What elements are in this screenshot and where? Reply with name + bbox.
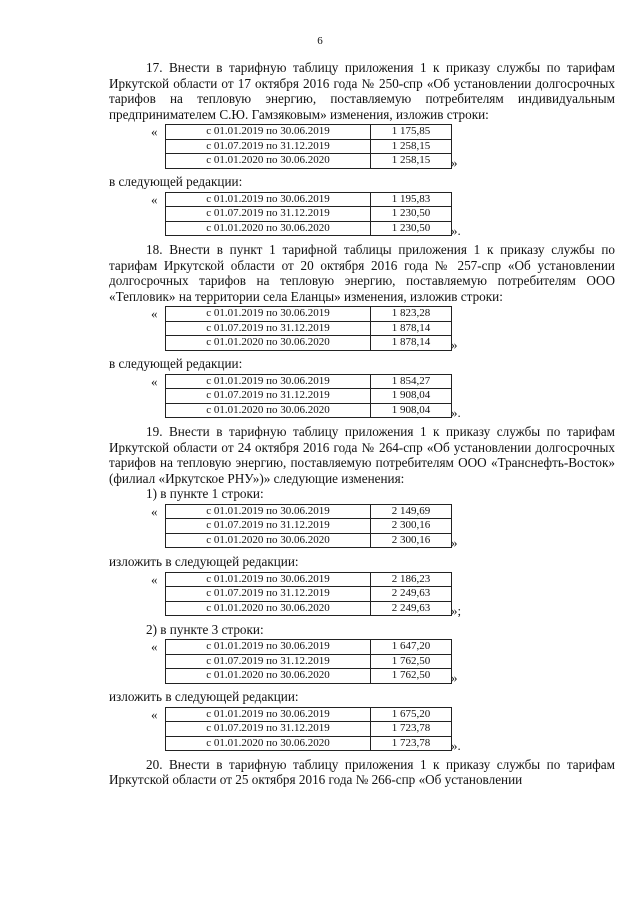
opening-quote: « [151, 706, 158, 722]
period-cell: с 01.01.2019 по 30.06.2019 [166, 640, 371, 655]
value-cell: 1 195,83 [371, 192, 452, 207]
period-cell: с 01.07.2019 по 31.12.2019 [166, 587, 371, 602]
value-cell: 1 258,15 [371, 154, 452, 169]
period-cell: с 01.07.2019 по 31.12.2019 [166, 389, 371, 404]
table-row [166, 654, 452, 669]
item-19-sub1-label: 1) в пункте 1 строки: [146, 486, 264, 502]
table-row [166, 722, 452, 737]
table-row [166, 601, 452, 616]
closing-quote: » [451, 337, 458, 353]
value-cell: 1 908,04 [371, 403, 452, 418]
table-row [166, 403, 452, 418]
item-17-old-table [165, 124, 452, 169]
table-row [166, 221, 452, 236]
period-cell: с 01.01.2019 по 30.06.2019 [166, 374, 371, 389]
item-19-sub2-new-table-block [109, 707, 615, 754]
period-cell: с 01.07.2019 по 31.12.2019 [166, 519, 371, 534]
period-cell: с 01.07.2019 по 31.12.2019 [166, 722, 371, 737]
closing-quote: » [451, 155, 458, 171]
opening-quote: « [151, 373, 158, 389]
item-17-new-label: в следующей редакции: [109, 174, 243, 190]
table-row [166, 307, 452, 322]
table-row [166, 640, 452, 655]
period-cell: с 01.01.2019 по 30.06.2019 [166, 572, 371, 587]
value-cell: 1 723,78 [371, 722, 452, 737]
value-cell: 1 762,50 [371, 669, 452, 684]
item-19-sub1-old-table [165, 504, 452, 549]
table-row [166, 336, 452, 351]
period-cell: с 01.01.2020 по 30.06.2020 [166, 154, 371, 169]
value-cell: 2 249,63 [371, 587, 452, 602]
value-cell: 1 908,04 [371, 389, 452, 404]
item-18-old-table-block [109, 306, 615, 353]
period-cell: с 01.01.2020 по 30.06.2020 [166, 533, 371, 548]
period-cell: с 01.01.2019 по 30.06.2019 [166, 125, 371, 140]
opening-quote: « [151, 191, 158, 207]
value-cell: 2 300,16 [371, 533, 452, 548]
item-18-new-table [165, 374, 452, 419]
table-row [166, 533, 452, 548]
period-cell: с 01.01.2019 по 30.06.2019 [166, 307, 371, 322]
item-18-text: 18. Внести в пункт 1 тарифной таблицы приложения 1 к приказу службы по тарифам Иркутской области от 20 октября 2016 года № 257-спр «Об установлении долгосрочных тарифов на тепловую энергию, поставляемую потребителям ООО «Тепловик» на территории села Еланцы» изменения, изложив строки: [109, 241, 615, 304]
item-19-sub1-old-table-block [109, 504, 615, 551]
value-cell: 1 175,85 [371, 125, 452, 140]
item-19-sub2-new-label: изложить в следующей редакции: [109, 689, 299, 705]
item-20-text: 20. Внести в тарифную таблицу приложения 1 к приказу службы по тарифам Иркутской области от 25 октября 2016 года № 266-спр «Об установлении [109, 756, 615, 788]
value-cell: 2 149,69 [371, 504, 452, 519]
value-cell: 1 230,50 [371, 221, 452, 236]
table-row [166, 389, 452, 404]
item-17-new-table [165, 192, 452, 237]
table-row [166, 125, 452, 140]
value-cell: 1 723,78 [371, 736, 452, 751]
value-cell: 2 300,16 [371, 519, 452, 534]
period-cell: с 01.01.2020 по 30.06.2020 [166, 221, 371, 236]
value-cell: 1 823,28 [371, 307, 452, 322]
table-row [166, 321, 452, 336]
period-cell: с 01.01.2020 по 30.06.2020 [166, 669, 371, 684]
table-row [166, 736, 452, 751]
item-17-new-table-block [109, 192, 615, 239]
closing-quote: » [451, 670, 458, 686]
table-row [166, 572, 452, 587]
period-cell: с 01.01.2020 по 30.06.2020 [166, 601, 371, 616]
period-cell: с 01.01.2020 по 30.06.2020 [166, 403, 371, 418]
period-cell: с 01.01.2020 по 30.06.2020 [166, 736, 371, 751]
value-cell: 1 675,20 [371, 707, 452, 722]
item-17-text: 17. Внести в тарифную таблицу приложения 1 к приказу службы по тарифам Иркутской области от 17 октября 2016 года № 250-спр «Об установлении долгосрочных тарифов на тепловую энергию, поставляемую потребителям индивидуальным предпринимателем С.Ю. Гамзяковым» изменения, изложив строки: [109, 60, 615, 122]
opening-quote: « [151, 639, 158, 655]
period-cell: с 01.01.2019 по 30.06.2019 [166, 707, 371, 722]
period-cell: с 01.07.2019 по 31.12.2019 [166, 207, 371, 222]
item-19-sub2-old-table [165, 639, 452, 684]
value-cell: 2 186,23 [371, 572, 452, 587]
value-cell: 1 230,50 [371, 207, 452, 222]
value-cell: 2 249,63 [371, 601, 452, 616]
value-cell: 1 647,20 [371, 640, 452, 655]
period-cell: с 01.07.2019 по 31.12.2019 [166, 139, 371, 154]
page-content [109, 60, 615, 788]
value-cell: 1 762,50 [371, 654, 452, 669]
period-cell: с 01.01.2020 по 30.06.2020 [166, 336, 371, 351]
item-19-sub2-old-table-block [109, 639, 615, 686]
value-cell: 1 258,15 [371, 139, 452, 154]
item-19-sub2-label: 2) в пункте 3 строки: [146, 621, 264, 637]
table-row [166, 587, 452, 602]
value-cell: 1 878,14 [371, 321, 452, 336]
item-18-new-table-block [109, 374, 615, 421]
table-row [166, 154, 452, 169]
item-19-sub1-new-label: изложить в следующей редакции: [109, 553, 299, 569]
table-row [166, 519, 452, 534]
item-18-new-label: в следующей редакции: [109, 356, 243, 372]
table-row [166, 207, 452, 222]
period-cell: с 01.01.2019 по 30.06.2019 [166, 504, 371, 519]
period-cell: с 01.07.2019 по 31.12.2019 [166, 654, 371, 669]
period-cell: с 01.07.2019 по 31.12.2019 [166, 321, 371, 336]
closing-quote: ». [451, 222, 461, 238]
closing-quote: »; [451, 602, 462, 618]
item-19-sub2-new-table [165, 707, 452, 752]
opening-quote: « [151, 571, 158, 587]
item-17-old-table-block [109, 124, 615, 171]
period-cell: с 01.01.2019 по 30.06.2019 [166, 192, 371, 207]
closing-quote: ». [451, 404, 461, 420]
item-19-sub1-new-table [165, 572, 452, 617]
table-row [166, 374, 452, 389]
value-cell: 1 854,27 [371, 374, 452, 389]
opening-quote: « [151, 503, 158, 519]
item-19-sub1-new-table-block [109, 572, 615, 619]
table-row [166, 504, 452, 519]
item-19-text: 19. Внести в тарифную таблицу приложения 1 к приказу службы по тарифам Иркутской области от 24 октября 2016 года № 264-спр «Об установлении долгосрочных тарифов на тепловую энергию, поставляемую потребителям ООО «Транснефть-Восток» (филиал «Иркутское РНУ»)» следующие изменения: [109, 423, 615, 486]
table-row [166, 669, 452, 684]
closing-quote: » [451, 534, 458, 550]
item-18-old-table [165, 306, 452, 351]
opening-quote: « [151, 306, 158, 322]
value-cell: 1 878,14 [371, 336, 452, 351]
closing-quote: ». [451, 737, 461, 753]
table-row [166, 139, 452, 154]
page-number: 6 [317, 35, 323, 47]
table-row [166, 192, 452, 207]
table-row [166, 707, 452, 722]
opening-quote: « [151, 124, 158, 140]
